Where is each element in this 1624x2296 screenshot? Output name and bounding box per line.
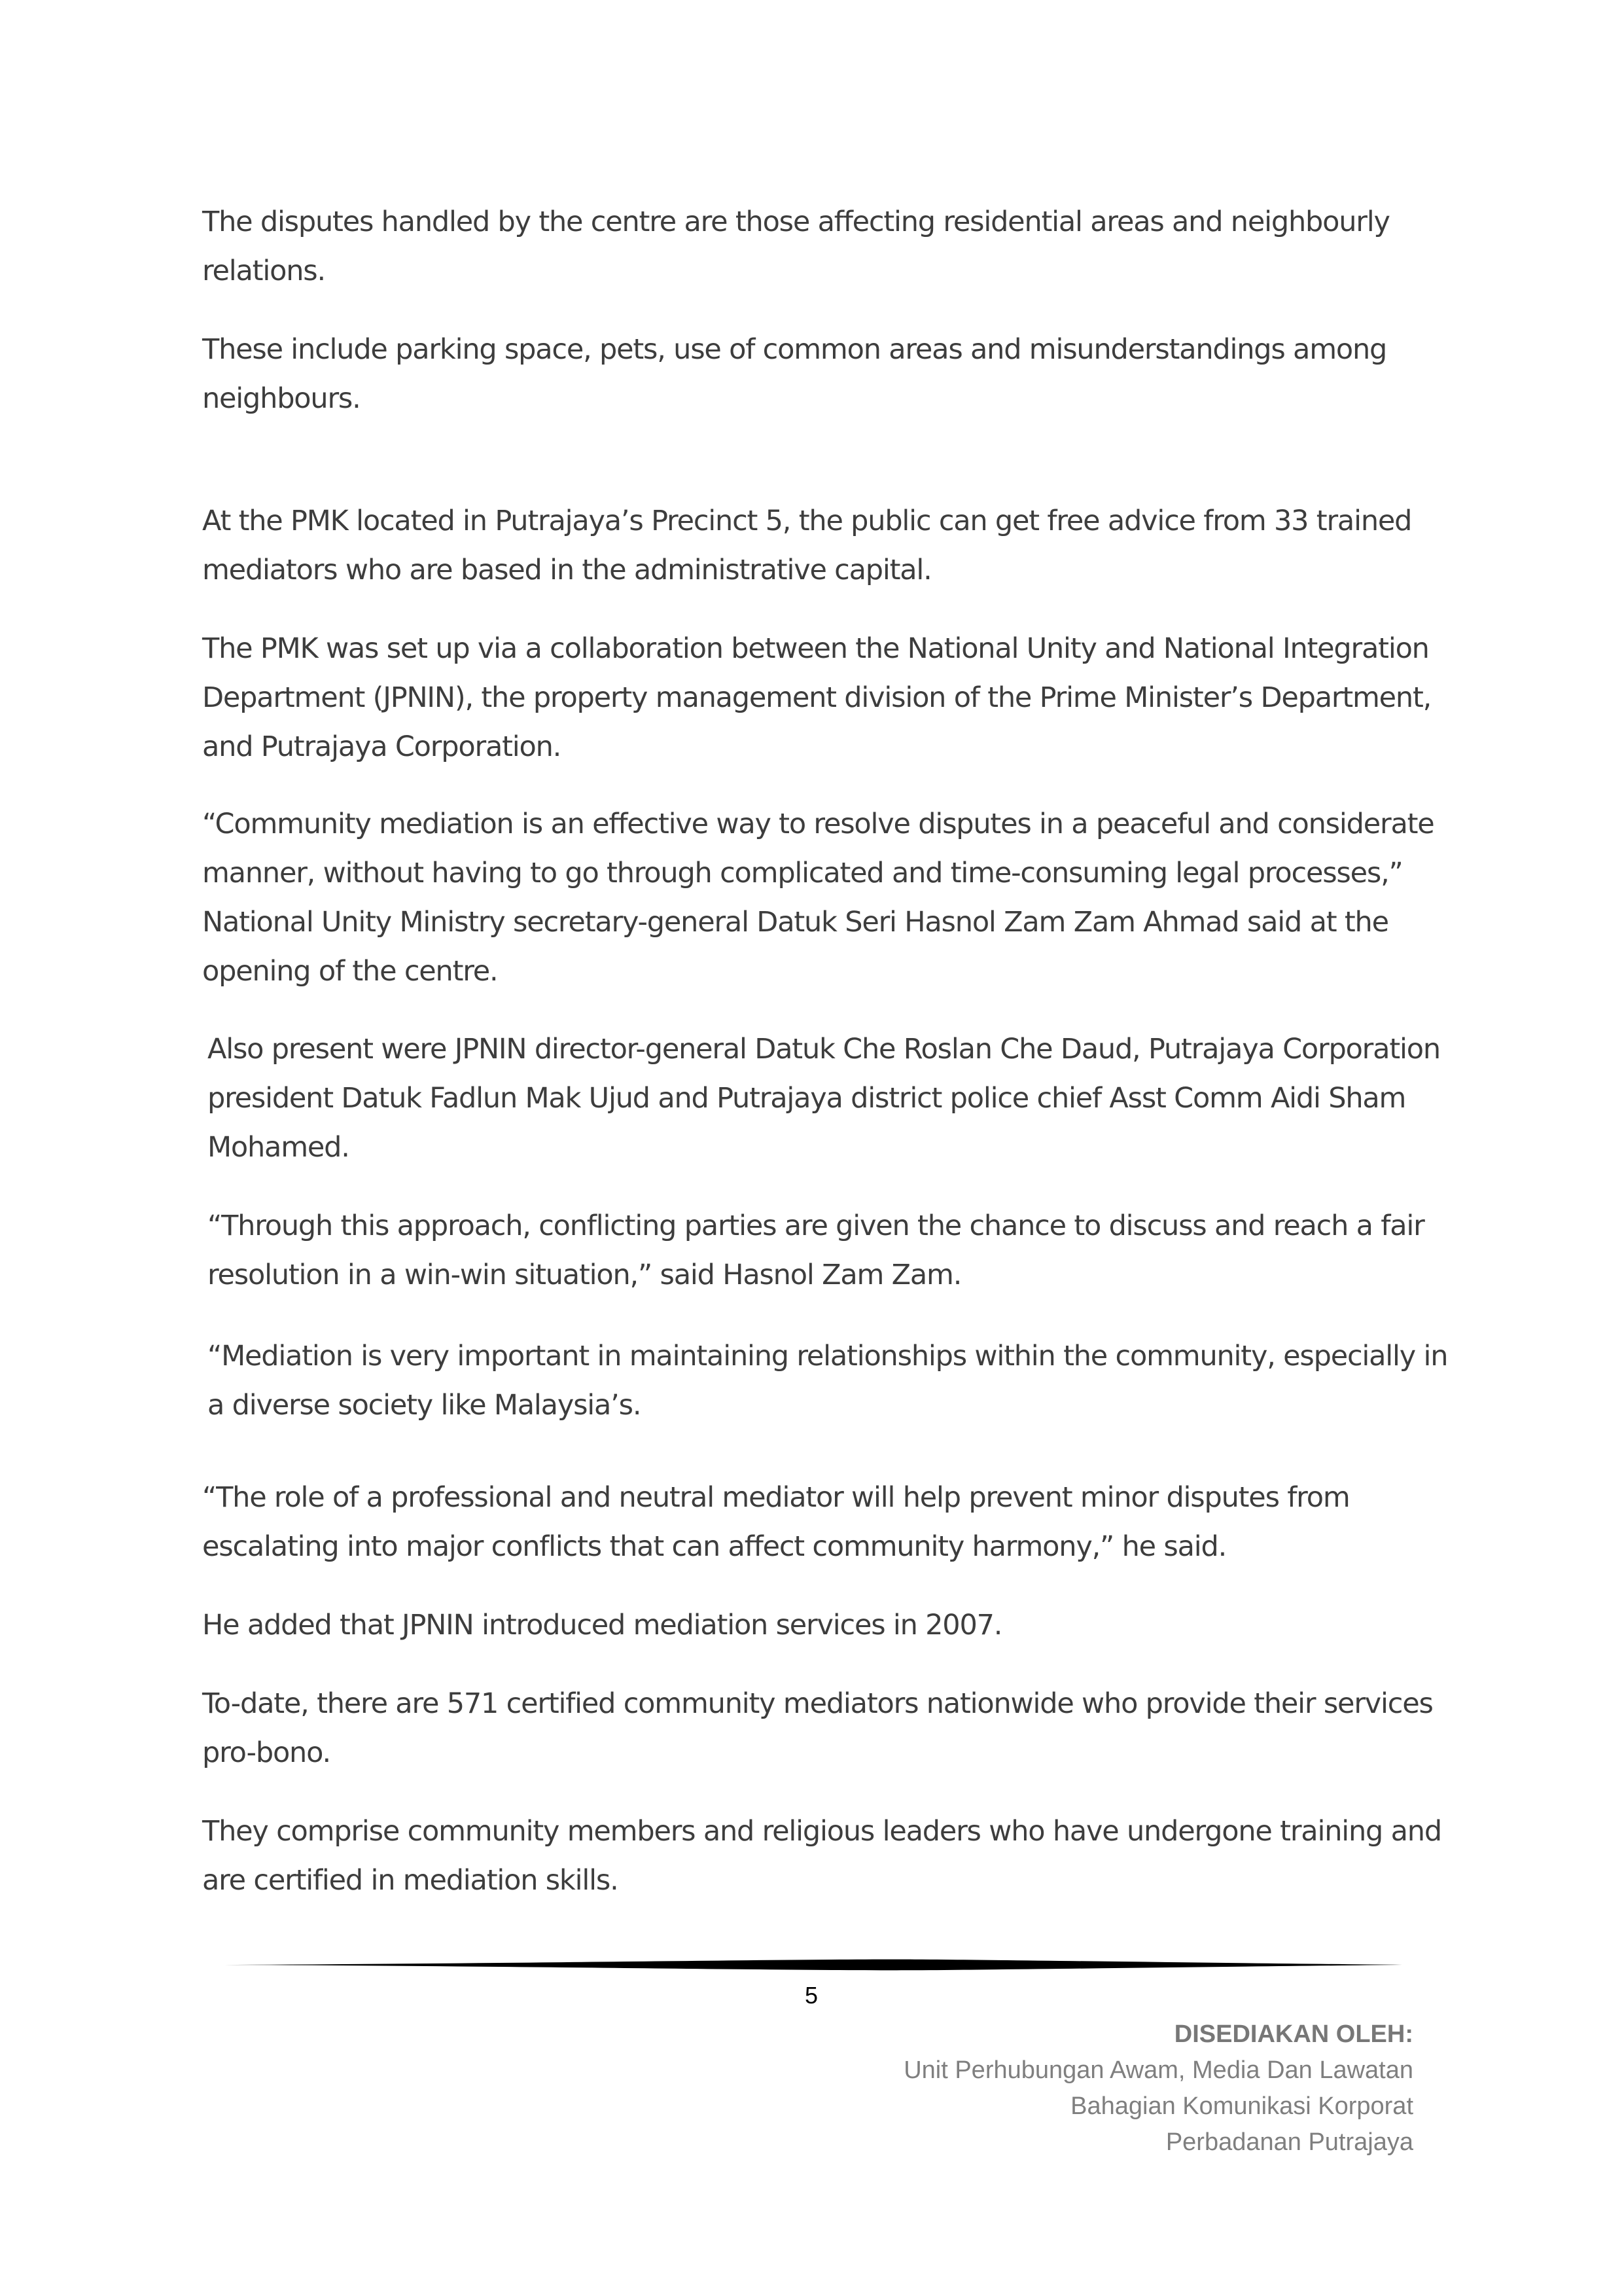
page-number: 5: [804, 1982, 819, 2009]
paragraph-4: The PMK was set up via a collaboration between the National Unity and National Integration Department (JPNIN), the property management division of the Prime Minister’s Department, and Putrajaya Corporation.: [202, 632, 1432, 763]
paragraph-5: “Community mediation is an effective way to resolve disputes in a peaceful and considerate manner, without having to go through complicated and time-consuming legal processes,” National Unity Ministry secretary-general Datuk Seri Hasnol Zam Zam Ahmad said at the opening of the centre.: [202, 808, 1434, 988]
paragraph-10: He added that JPNIN introduced mediation services in 2007.: [202, 1609, 1002, 1641]
paragraph-8: “Mediation is very important in maintaining relationships within the community, especially in a diverse society like Malaysia’s.: [207, 1340, 1448, 1422]
footer-divider: [224, 1957, 1402, 1973]
paragraph-11: To-date, there are 571 certified community mediators nationwide who provide their services pro-bono.: [202, 1687, 1433, 1769]
prepared-by-unit: Unit Perhubungan Awam, Media Dan Lawatan: [904, 2056, 1413, 2084]
prepared-by-block: [904, 2016, 1413, 2161]
prepared-by-label: DISEDIAKAN OLEH:: [1174, 2020, 1413, 2048]
paragraph-12: They comprise community members and religious leaders who have undergone training and are certified in mediation skills.: [202, 1815, 1441, 1897]
prepared-by-organisation: Perbadanan Putrajaya: [1165, 2128, 1413, 2156]
paragraph-9: “The role of a professional and neutral mediator will help prevent minor disputes from escalating into major conflicts that can affect community harmony,” he said.: [202, 1481, 1350, 1563]
paragraph-7: “Through this approach, conflicting parties are given the chance to discuss and reach a fair resolution in a win-win situation,” said Hasnol Zam Zam.: [207, 1210, 1424, 1291]
paragraph-6: Also present were JPNIN director-general Datuk Che Roslan Che Daud, Putrajaya Corporation president Datuk Fadlun Mak Ujud and Putrajaya district police chief Asst Comm Aidi Sham Mohamed.: [207, 1033, 1440, 1164]
paragraph-1: The disputes handled by the centre are those affecting residential areas and neighbourly relations.: [202, 206, 1390, 287]
paragraph-2: These include parking space, pets, use of common areas and misunderstandings among neighbours.: [202, 333, 1387, 415]
prepared-by-division: Bahagian Komunikasi Korporat: [1070, 2092, 1413, 2120]
paragraph-3: At the PMK located in Putrajaya’s Precinct 5, the public can get free advice from 33 trained mediators who are based in the administrative capital.: [202, 505, 1412, 586]
